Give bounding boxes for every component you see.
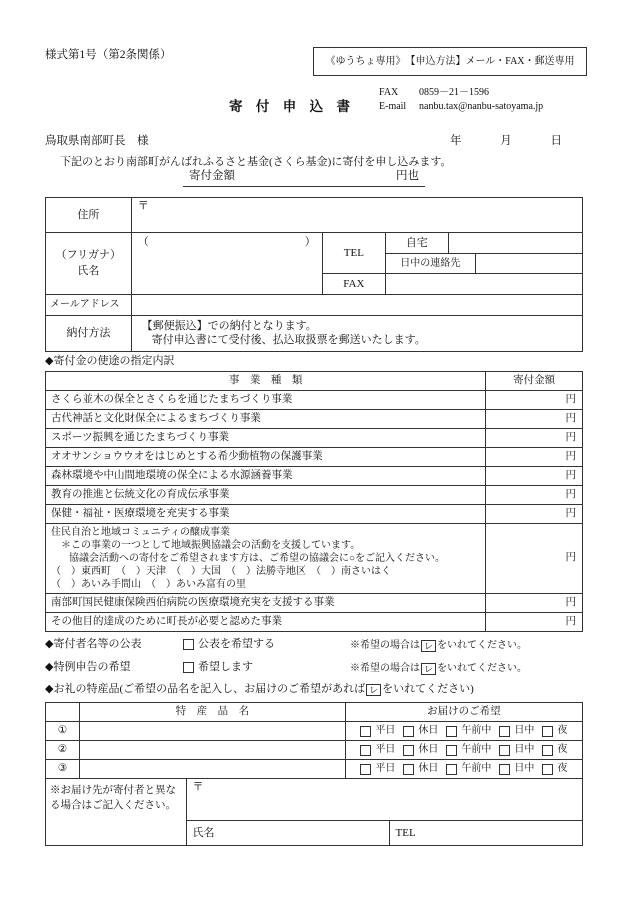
gift-table — [45, 702, 583, 779]
delivery-options-cell — [345, 741, 582, 759]
delivery-address-table — [45, 778, 583, 846]
furigana-paren-open: （ — [137, 236, 149, 248]
delivery-option-label: 日中 — [514, 763, 535, 774]
checkbox-icon[interactable] — [446, 745, 457, 756]
check-mark-sample: レ — [421, 640, 436, 652]
address-label: 住所 — [77, 208, 100, 221]
form-number: 様式第1号（第2条関係） — [45, 49, 172, 61]
daytime-contact-input-cell[interactable] — [476, 254, 582, 273]
note-pre: ※希望の場合は — [350, 640, 420, 651]
delivery-option-label: 午前中 — [461, 725, 492, 736]
amount-input-cell[interactable] — [485, 467, 582, 485]
yen-unit: 円 — [565, 488, 576, 500]
usage-row-community — [46, 523, 582, 593]
delivery-options-cell — [345, 760, 582, 778]
fax-number: 0859－21－1596 — [419, 87, 489, 98]
checkbox-icon[interactable] — [499, 764, 510, 775]
usage-row-label: その他目的達成のために町長が必要と認めた事業 — [51, 615, 282, 627]
postal-mark: 〒 — [192, 781, 204, 793]
checkbox-icon[interactable] — [499, 745, 510, 756]
amount-unit: 円也 — [396, 170, 419, 182]
delivery-options-cell — [345, 722, 582, 740]
payment-line-1: 【郵便振込】での納付となります。 — [141, 320, 317, 332]
checkbox-icon[interactable] — [542, 764, 553, 775]
yen-unit: 円 — [565, 596, 576, 608]
gift-name-input-cell[interactable] — [79, 722, 345, 740]
delivery-name-input-cell[interactable] — [187, 821, 390, 845]
checkbox-icon[interactable] — [360, 726, 371, 737]
usage-row — [46, 504, 582, 523]
email-input-cell[interactable] — [131, 295, 582, 315]
email-row-label: メールアドレス — [50, 299, 120, 310]
delivery-address-note: ※お届け先が寄付者と異なる場合はご記入ください。 — [50, 785, 176, 811]
usage-row — [46, 485, 582, 504]
checkbox-icon[interactable] — [183, 662, 194, 673]
gift-row — [46, 721, 582, 740]
delivery-address-fields — [186, 779, 583, 845]
community-line-1: 住民自治と地域コミュニティの醸成事業 — [51, 527, 230, 538]
note-post: をいれてください。 — [437, 640, 528, 651]
amount-line[interactable] — [183, 171, 425, 187]
notice-box — [313, 47, 587, 76]
amount-input-cell[interactable] — [485, 448, 582, 466]
note-pre: ※希望の場合は — [350, 663, 420, 674]
phone-detail-column — [385, 233, 582, 294]
delivery-option-label: 午前中 — [461, 744, 492, 755]
delivery-tel-label: TEL — [395, 826, 416, 839]
amount-input-cell[interactable] — [485, 429, 582, 447]
fax-label: FAX — [379, 87, 399, 98]
check-mark-sample: レ — [421, 663, 436, 675]
postal-mark: 〒 — [137, 200, 149, 212]
usage-row — [46, 593, 582, 612]
tel-fax-column — [322, 233, 385, 294]
gift-col-delivery: お届けのご希望 — [345, 703, 582, 721]
gift-row — [46, 740, 582, 759]
usage-row-label: 森林環境や中山間地環境の保全による水源涵養事業 — [51, 469, 293, 481]
name-label: 氏名 — [77, 265, 100, 277]
declaration-heading: ◆特例申告の希望 — [45, 661, 131, 673]
publicity-note — [350, 640, 527, 652]
usage-row-label: 古代神話と文化財保全によるまちづくり事業 — [51, 412, 261, 424]
checkbox-icon[interactable] — [403, 745, 414, 756]
tel-label: TEL — [323, 233, 385, 274]
amount-label: 寄付金額 — [189, 170, 235, 182]
delivery-option-label: 夜 — [557, 725, 568, 736]
delivery-option-label: 日中 — [514, 744, 535, 755]
name-input-cell[interactable] — [131, 233, 322, 294]
delivery-option-label: 平日 — [375, 725, 396, 736]
daytime-contact-label: 日中の連絡先 — [386, 254, 476, 273]
usage-table — [45, 371, 583, 632]
delivery-postal-input-cell[interactable] — [187, 779, 583, 821]
checkbox-icon[interactable] — [360, 764, 371, 775]
payment-method-label: 納付方法 — [66, 327, 111, 339]
delivery-option-label: 夜 — [557, 763, 568, 774]
usage-row — [46, 466, 582, 485]
checkbox-icon[interactable] — [446, 726, 457, 737]
yen-unit: 円 — [565, 469, 576, 481]
usage-col-amount: 寄付金額 — [485, 372, 582, 390]
usage-row-label: スポーツ振興を通じたまちづくり事業 — [51, 431, 229, 443]
usage-community-text — [46, 524, 485, 593]
date-line — [450, 136, 562, 148]
delivery-option-label: 平日 — [375, 763, 396, 774]
gift-section-heading — [45, 684, 474, 696]
usage-row — [46, 390, 582, 409]
checkbox-icon[interactable] — [446, 764, 457, 775]
furigana-paren-close: ） — [304, 236, 316, 248]
declaration-option-label: 希望します — [198, 661, 253, 673]
addressee: 鳥取県南部町長 様 — [45, 135, 149, 147]
amount-input-cell[interactable] — [485, 524, 582, 593]
community-line-4[interactable]: （ ）東西町 （ ）天津 （ ）大国 （ ）法勝寺地区 （ ）南さいはく — [51, 566, 391, 577]
contact-block — [379, 88, 543, 112]
gift-col-name: 特 産 品 名 — [79, 703, 345, 721]
usage-col-type: 事 業 種 類 — [228, 374, 303, 386]
amount-input-cell[interactable] — [485, 505, 582, 523]
gift-row — [46, 759, 582, 778]
gift-row-number: ② — [57, 743, 68, 755]
delivery-option-label: 平日 — [375, 744, 396, 755]
yen-unit: 円 — [565, 431, 576, 443]
address-input-cell[interactable] — [131, 198, 582, 232]
fax-input-cell[interactable] — [386, 274, 582, 294]
usage-row — [46, 428, 582, 447]
date-unit-year: 年 — [450, 135, 462, 147]
amount-input-cell[interactable] — [485, 391, 582, 409]
payment-method-text — [131, 316, 582, 351]
community-line-3: 協議会活動への寄付をご希望されます方は、ご希望の協議会に○をご記入ください。 — [69, 553, 446, 564]
usage-section-heading: ◆寄付金の使途の指定内訳 — [45, 355, 175, 367]
checkbox-icon[interactable] — [542, 726, 553, 737]
gift-row-number: ① — [57, 724, 68, 736]
usage-row-label: オオサンショウウオをはじめとする希少動植物の保護事業 — [51, 450, 323, 462]
delivery-option-label: 休日 — [418, 744, 439, 755]
community-line-5[interactable]: （ ）あいみ手間山 （ ）あいみ富有の里 — [51, 579, 246, 590]
check-mark-sample: レ — [366, 684, 381, 696]
gift-row-number: ③ — [57, 762, 68, 774]
yen-unit: 円 — [565, 507, 576, 519]
publicity-option-label: 公表を希望する — [198, 638, 275, 650]
delivery-name-label: 氏名 — [192, 826, 215, 839]
checkbox-icon[interactable] — [183, 639, 194, 650]
checkbox-icon[interactable] — [403, 764, 414, 775]
usage-row — [46, 612, 582, 631]
date-unit-day: 日 — [550, 135, 562, 147]
usage-row-label: 教育の推進と伝統文化の育成伝承事業 — [51, 488, 230, 500]
gift-name-input-cell[interactable] — [79, 741, 345, 759]
publicity-section — [45, 639, 583, 653]
delivery-option-label: 休日 — [418, 725, 439, 736]
applicant-table — [45, 197, 583, 352]
usage-row-label: さくら並木の保全とさくらを通じたまちづくり事業 — [51, 393, 293, 405]
payment-line-2: 寄付申込書にて受付後、払込取扱票を郵送いたします。 — [151, 334, 426, 346]
delivery-option-label: 夜 — [557, 744, 568, 755]
yen-unit: 円 — [565, 393, 576, 405]
delivery-option-label: 休日 — [418, 763, 439, 774]
usage-row — [46, 447, 582, 466]
name-label-cell — [46, 233, 131, 294]
page-title: 寄 付 申 込 書 — [229, 99, 355, 114]
usage-row-label: 保健・福祉・医療環境を充実する事業 — [51, 507, 230, 519]
date-unit-month: 月 — [500, 135, 512, 147]
home-phone-input-cell[interactable] — [449, 233, 582, 253]
checkbox-icon[interactable] — [360, 745, 371, 756]
gift-heading-pre: ◆お礼の特産品(ご希望の品名を記入し、お届けのご希望があれば — [45, 683, 366, 695]
notice-text: 《ゆうちょ専用》 【申込方法】メール・FAX・郵送専用 — [325, 55, 575, 67]
fax-row-label: FAX — [343, 277, 365, 290]
yen-unit: 円 — [565, 615, 576, 627]
amount-input-cell[interactable] — [485, 594, 582, 612]
home-phone-label: 自宅 — [386, 233, 449, 253]
note-post: をいれてください。 — [437, 663, 528, 674]
usage-row-label: 南部町国民健康保険西伯病院の医療環境充実を支援する事業 — [51, 596, 335, 608]
intro-statement: 下記のとおり南部町がんばれふるさと基金(さくら基金)に寄付を申し込みます。 — [60, 156, 452, 168]
publicity-heading: ◆寄付者名等の公表 — [45, 638, 142, 650]
usage-row — [46, 409, 582, 428]
checkbox-icon[interactable] — [542, 745, 553, 756]
delivery-option-label: 日中 — [514, 725, 535, 736]
email-address: nanbu.tax@nanbu-satoyama.jp — [419, 101, 544, 112]
delivery-tel-input-cell[interactable] — [390, 821, 583, 845]
declaration-section — [45, 662, 583, 676]
declaration-note — [350, 663, 527, 675]
delivery-option-label: 午前中 — [461, 763, 492, 774]
gift-name-input-cell[interactable] — [79, 760, 345, 778]
yen-unit: 円 — [565, 412, 576, 424]
checkbox-icon[interactable] — [499, 726, 510, 737]
furigana-label: （フリガナ） — [55, 249, 122, 261]
amount-input-cell[interactable] — [485, 486, 582, 504]
checkbox-icon[interactable] — [403, 726, 414, 737]
community-line-2: ＊この事業の一つとして地域振興協議会の活動を支援しています。 — [61, 540, 361, 551]
gift-number-header-cell — [46, 703, 79, 721]
yen-unit: 円 — [565, 552, 576, 564]
yen-unit: 円 — [565, 450, 576, 462]
email-label: E-mail — [379, 101, 407, 112]
gift-heading-post: をいれてください) — [382, 683, 474, 695]
amount-input-cell[interactable] — [485, 613, 582, 631]
amount-input-cell[interactable] — [485, 410, 582, 428]
